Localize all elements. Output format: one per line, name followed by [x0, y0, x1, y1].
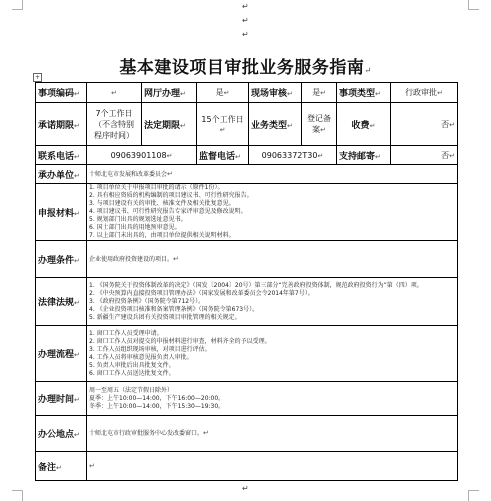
table-row: [36, 83, 458, 103]
label-supervision-phone: 监督电话↵: [197, 146, 249, 165]
crop-mark-bottom-left: [12, 490, 23, 501]
list-item: 4. 项目建议书、可行性研究报告专家评审意见及修改说明。: [89, 208, 247, 215]
list-item: 1. 《国务院关于投资体制改革的决定》（国发〔2004〕20号）第三部分“完善政府投资体制，规范政府投资行为”第（四）项。: [89, 281, 423, 289]
value-application-materials: [87, 184, 458, 241]
list-item: 5. 规划部门出具的规划选址意见书。: [89, 216, 187, 223]
value-legal-basis: [87, 278, 458, 326]
label-legal-basis: 法律法规↵: [36, 278, 87, 326]
list-item: 4. 《企业投资项目核准和备案管理条例》（国务院令第673号）。: [89, 305, 259, 313]
table-row: [36, 278, 458, 326]
value-conditions: 企业使用政府投资建设的项目。↵: [87, 241, 458, 278]
value-contact-phone: 09063901108↵: [87, 146, 197, 165]
value-host-unit: 十师北屯市发展和改革委员会↵: [87, 165, 458, 184]
list-item: 3. 工作人员组织现场审核，对项目进行评估。: [89, 345, 211, 353]
label-procedure: 办理流程↵: [36, 326, 87, 382]
list-item: 3. 《政府投资条例》（国务院令第712号）。: [89, 297, 205, 305]
paragraph-mark: ↵: [364, 66, 372, 75]
table-row: [36, 146, 458, 165]
value-supervision-phone: 09063372T30↵: [249, 146, 337, 165]
value-business-type: 登记备案↵: [302, 103, 337, 146]
table-row: [36, 103, 458, 146]
list-item: 7. 以上部门未出具的，由项目单位提供相关说明材料。: [89, 232, 235, 239]
table-row: [36, 382, 458, 416]
label-onsite-review: 现场审核↵: [249, 83, 302, 103]
service-guide-table: [35, 82, 458, 481]
value-hall-handling: 是↵: [197, 83, 249, 103]
list-item: 5. 新疆生产建设兵团有关投资项目审批管理的相关规定。: [89, 313, 241, 321]
table-row: [36, 165, 458, 184]
table-row: [36, 326, 458, 382]
list-item: 6. 窗口工作人员送达批复文件。: [89, 369, 175, 377]
list-item: 3. 与项目建设有关的审批、核准文件及相关批复意见。: [89, 200, 235, 207]
list-item: 1. 窗口工作人员受理申请。: [89, 329, 163, 337]
label-item-type: 事项类型↵: [337, 83, 391, 103]
list-item: 6. 国土部门出具的用地预审意见。: [89, 224, 181, 231]
value-procedure: [87, 326, 458, 382]
list-item: 2. 窗口工作人员对提交的申报材料进行审查，材料齐全的予以受理。: [89, 337, 271, 345]
list-item: 2. 具有相应资质的机构编制的项目建议书、可行性研究报告。: [89, 192, 253, 199]
list-item: 1. 项目单位关于申报项目审批的请示（原件1份）。: [89, 184, 224, 191]
paragraph-mark: ↵: [242, 2, 249, 11]
label-item-code: 事项编码↵: [36, 83, 87, 103]
label-promised-period: 承诺期限↵: [36, 103, 87, 146]
value-item-type: 行政审批↵: [391, 83, 458, 103]
label-fee: 收费↵: [337, 103, 391, 146]
table-row: [36, 416, 458, 452]
label-legal-period: 法定期限↵: [142, 103, 197, 146]
label-hall-handling: 网厅办理↵: [142, 83, 197, 103]
label-office-hours: 办理时间↵: [36, 382, 87, 416]
list-item: 2. 《中央预算内直接投资项目管理办法》（国家发展和改革委员会令2014年第7号）。: [89, 289, 314, 297]
label-contact-phone: 联系电话↵: [36, 146, 87, 165]
label-office-location: 办公地点↵: [36, 416, 87, 452]
value-legal-period: 15个工作日↵: [197, 103, 249, 146]
value-item-code: ↵: [87, 83, 142, 103]
value-office-hours: 周一至周五（法定节假日除外） 夏季：上午10:00—14:00，下午16:00—20:00。 冬季：上午10:00—14:00，下午15:30—19:30。: [87, 382, 458, 416]
crop-mark-top-left: [12, 0, 23, 10]
value-fee: 否↵: [391, 103, 458, 146]
title-text: 基本建设项目审批业务服务指南: [119, 58, 365, 78]
crop-mark-top-right: [468, 0, 479, 10]
label-conditions: 办理条件↵: [36, 241, 87, 278]
paragraph-mark: ↵: [242, 484, 249, 493]
label-application-materials: 申报材料↵: [36, 184, 87, 241]
value-promised-period: 7个工作日 （不含特别 程序时间）: [87, 103, 142, 146]
table-row: [36, 241, 458, 278]
value-onsite-review: 是↵: [302, 83, 337, 103]
table-move-handle-icon[interactable]: +: [34, 74, 41, 81]
table-row: [36, 184, 458, 241]
value-postal-support: 否↵: [391, 146, 458, 165]
list-item: 5. 负责人审批后出具批复文件。: [89, 361, 175, 369]
paragraph-mark: ↵: [242, 16, 249, 25]
value-remarks: ↵: [87, 452, 458, 481]
label-postal-support: 支持邮寄↵: [337, 146, 391, 165]
crop-mark-bottom-right: [468, 490, 479, 501]
paragraph-mark: ↵: [242, 30, 249, 39]
label-host-unit: 承办单位↵: [36, 165, 87, 184]
label-remarks: 备注↵: [36, 452, 87, 481]
label-business-type: 业务类型↵: [249, 103, 302, 146]
document-title: [0, 53, 491, 78]
value-office-location: 十师北屯市行政审批服务中心发改委窗口。↵: [87, 416, 458, 452]
table-row: [36, 452, 458, 481]
list-item: 4. 工作人员将审核意见报负责人审批。: [89, 353, 193, 361]
